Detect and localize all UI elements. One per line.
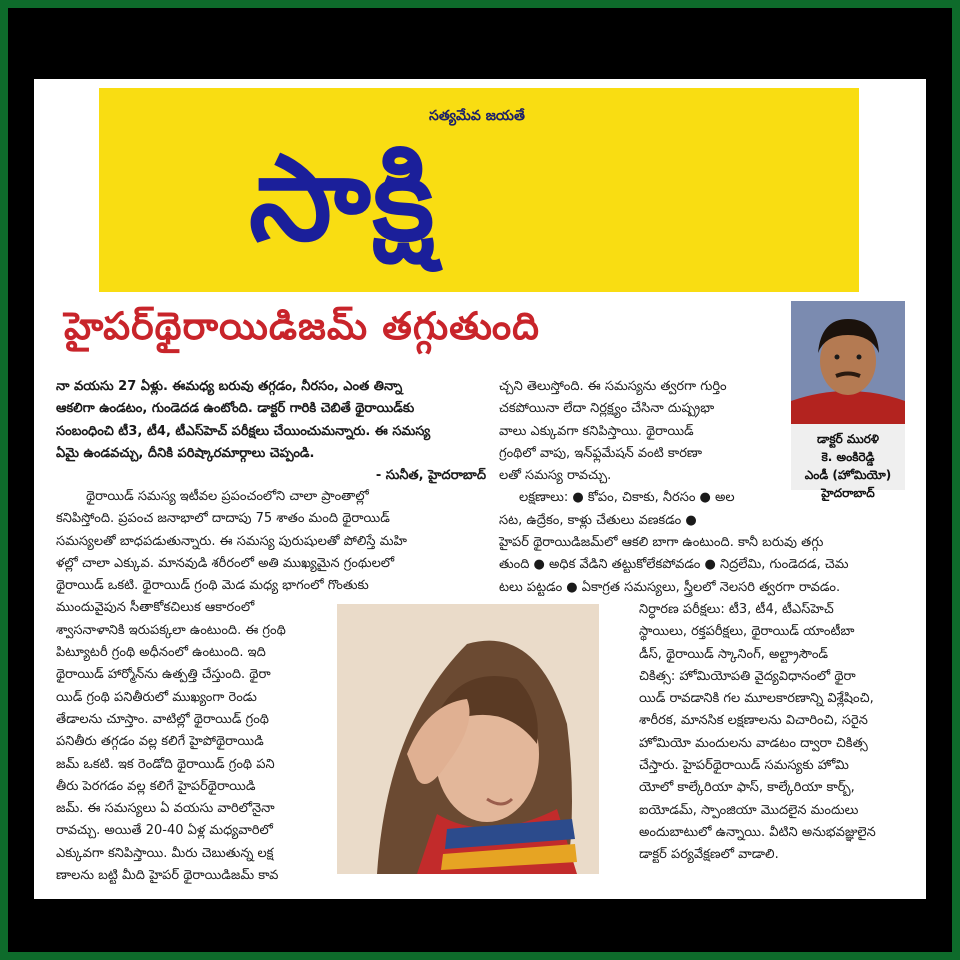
answer-line: రావచ్చు. అయితే 20-40 ఏళ్ల మధ్యవారిలో	[56, 823, 273, 839]
answer-line: లతో సమస్య రావచ్చు.	[499, 468, 612, 484]
answer-line: పనితీరు తగ్గడం వల్ల కలిగే హైపోథైరాయిడి	[56, 734, 264, 750]
answer-line: యిడ్ గ్రంథి పనితీరులో ముఖ్యంగా రెండు	[56, 689, 257, 705]
answer-line: గ్రంథిలో వాపు, ఇన్‌ఫ్లమేషన్ వంటి కారణా	[499, 445, 703, 461]
answer-line: తీరు పెరగడం వల్ల కలిగే హైపర్‌థైరాయిడి	[56, 778, 256, 794]
diagnosis-line: స్థాయిలు, రక్తపరీక్షలు, థైరాయిడ్ యాంటీబా	[639, 624, 855, 640]
doctor-city: హైదరాబాద్	[821, 486, 875, 500]
doctor-name-line-1: డాక్టర్ మురళి	[817, 432, 879, 446]
diagnosis-line: డీస్, థైరాయిడ్ స్కానింగ్, అల్ట్రాసౌండ్	[639, 646, 829, 662]
answer-line: ళల్లో చాలా ఎక్కువ. మానవుడి శరీరంలో అతి ముఖ్యమైన గ్రంథులలో	[56, 555, 395, 571]
answer-line: చకపోయినా లేదా నిర్లక్ష్యం చేసినా దుష్ప్రభా	[499, 401, 715, 417]
answer-line: థైరాయిడ్ ఒకటి. థైరాయిడ్ గ్రంథి మెడ మధ్య భాగంలో గొంతుకు	[56, 578, 369, 594]
answer-line: కనిపిస్తోంది. ప్రపంచ జనాభాలో దాదాపు 75 శాతం మంది థైరాయిడ్	[56, 511, 390, 527]
newspaper-clipping	[34, 79, 926, 899]
article-headline: హైపర్‌థైరాయిడిజమ్ తగ్గుతుంది	[64, 304, 540, 348]
symptoms-line: లక్షణాలు: ● కోపం, చికాకు, నీరసం ● అల	[519, 490, 735, 506]
symptoms-line: తుంది ● అధిక వేడిని తట్టుకోలేకపోవడం ● నిద్రలేమి, గుండెదడ, చెమ	[499, 557, 849, 573]
answer-line: పిట్యూటరీ గ్రంథి అధీనంలో ఉంటుంది. ఇది	[56, 645, 266, 661]
diagnosis-line: నిర్ధారణ పరీక్షలు: టీ3, టీ4, టీఎస్‌హెచ్	[639, 601, 834, 617]
question-line: సంబంధించి టీ3, టీ4, టీఎస్‌హెచ్ పరీక్షలు చేయించుమన్నారు. ఈ సమస్య	[56, 423, 431, 439]
treatment-line: హోమియో మందులను వాడటం ద్వారా చికిత్స	[639, 735, 868, 751]
answer-line: ణాలను బట్టి మీది హైపర్ థైరాయిడిజమ్ కావ	[56, 868, 279, 884]
newspaper-logo: సాక్షి	[249, 129, 437, 267]
treatment-line: యోలో కాల్కేరియా ఫాస్, కాల్కేరియా కార్బ్,	[639, 780, 855, 796]
doctor-qualification: ఎండీ (హోమియో)	[804, 468, 892, 482]
doctor-name-line-2: కె. అంకిరెడ్డి	[821, 450, 875, 464]
woman-headache-photo-icon	[337, 604, 599, 874]
answer-line: వాలు ఎక్కువగా కనిపిస్తాయి. థైరాయిడ్	[499, 423, 694, 439]
answer-line: చ్చని తెలుస్తోంది. ఈ సమస్యను త్వరగా గుర్తిం	[499, 379, 727, 394]
masthead	[99, 88, 859, 292]
answer-line: ముందువైపున సీతాకోకచిలుక ఆకారంలో	[56, 600, 255, 616]
treatment-line: యిడ్ రావడానికి గల మూలకారణాన్ని విశ్లేషించి,	[639, 691, 874, 707]
answer-line: జమ్. ఈ సమస్యలు ఏ వయసు వారిలోనైనా	[56, 801, 275, 817]
question-line: ఏమై ఉండవచ్చు, దీనికి పరిష్కారమార్గాలు చెప్పండి.	[56, 445, 315, 461]
answer-line: థైరాయిడ్ సమస్య ఇటీవల ప్రపంచంలోని చాలా ప్రాంతాల్లో	[86, 489, 369, 504]
answer-line: జమ్ ఒకటి. ఇక రెండోది థైరాయిడ్ గ్రంథి పని	[56, 756, 275, 772]
question-signature: - సునీత, హైదరాబాద్	[375, 468, 486, 484]
answer-line: థైరాయిడ్ హార్మోన్‌ను ఉత్పత్తి చేస్తుంది. థైరా	[56, 667, 271, 683]
treatment-line: శారీరక, మానసిక లక్షణాలను విచారించి, సరైన	[639, 713, 868, 729]
masthead-motto: సత్యమేవ జయతే	[429, 108, 525, 124]
treatment-line: అందుబాటులో ఉన్నాయి. వీటిని అనుభవజ్ఞులైన	[639, 824, 876, 840]
reader-question	[56, 376, 496, 487]
answer-line: ఎక్కువగా కనిపిస్తాయి. మీరు చెబుతున్న లక్ష	[56, 845, 274, 861]
question-line: ఆకలిగా ఉండటం, గుండెదడ ఉంటోంది. డాక్టర్ గారికి చెబితే థైరాయిడ్‌కు	[56, 401, 415, 417]
question-line: నా వయసు 27 ఏళ్లు. ఈమధ్య బరువు తగ్గడం, నీరసం, ఎంత తిన్నా	[56, 379, 403, 394]
treatment-line: చేస్తారు. హైపర్‌థైరాయిడ్ సమస్యకు హోమి	[639, 758, 849, 774]
symptoms-line: టలు పట్టడం ● ఏకాగ్రత సమస్యలు, స్త్రీలలో నెలసరి త్వరగా రావడం.	[499, 579, 841, 595]
treatment-line: డాక్టర్ పర్యవేక్షణలో వాడాలి.	[639, 847, 779, 863]
answer-line: సమస్యలతో బాధపడుతున్నారు. ఈ సమస్య పురుషులతో పోలిస్తే మహి	[56, 533, 407, 549]
answer-line: తేడాలను చూస్తాం. వాటిల్లో థైరాయిడ్ గ్రంథి	[56, 711, 269, 727]
symptoms-line: సట, ఉద్రేకం, కాళ్లు చేతులు వణకడం ●	[499, 512, 697, 528]
treatment-line: ఐయోడమ్, స్పాంజియా మొదలైన మందులు	[639, 802, 859, 818]
answer-line: శ్వాసనాళానికి ఇరుపక్కలా ఉంటుంది. ఈ గ్రంథి	[56, 622, 286, 638]
symptoms-line: హైపర్ థైరాయిడిజమ్‌లో ఆకలి బాగా ఉంటుంది. కానీ బరువు తగ్గు	[499, 535, 824, 551]
treatment-line: చికిత్స: హోమియోపతి వైద్యవిధానంలో థైరా	[639, 668, 856, 684]
